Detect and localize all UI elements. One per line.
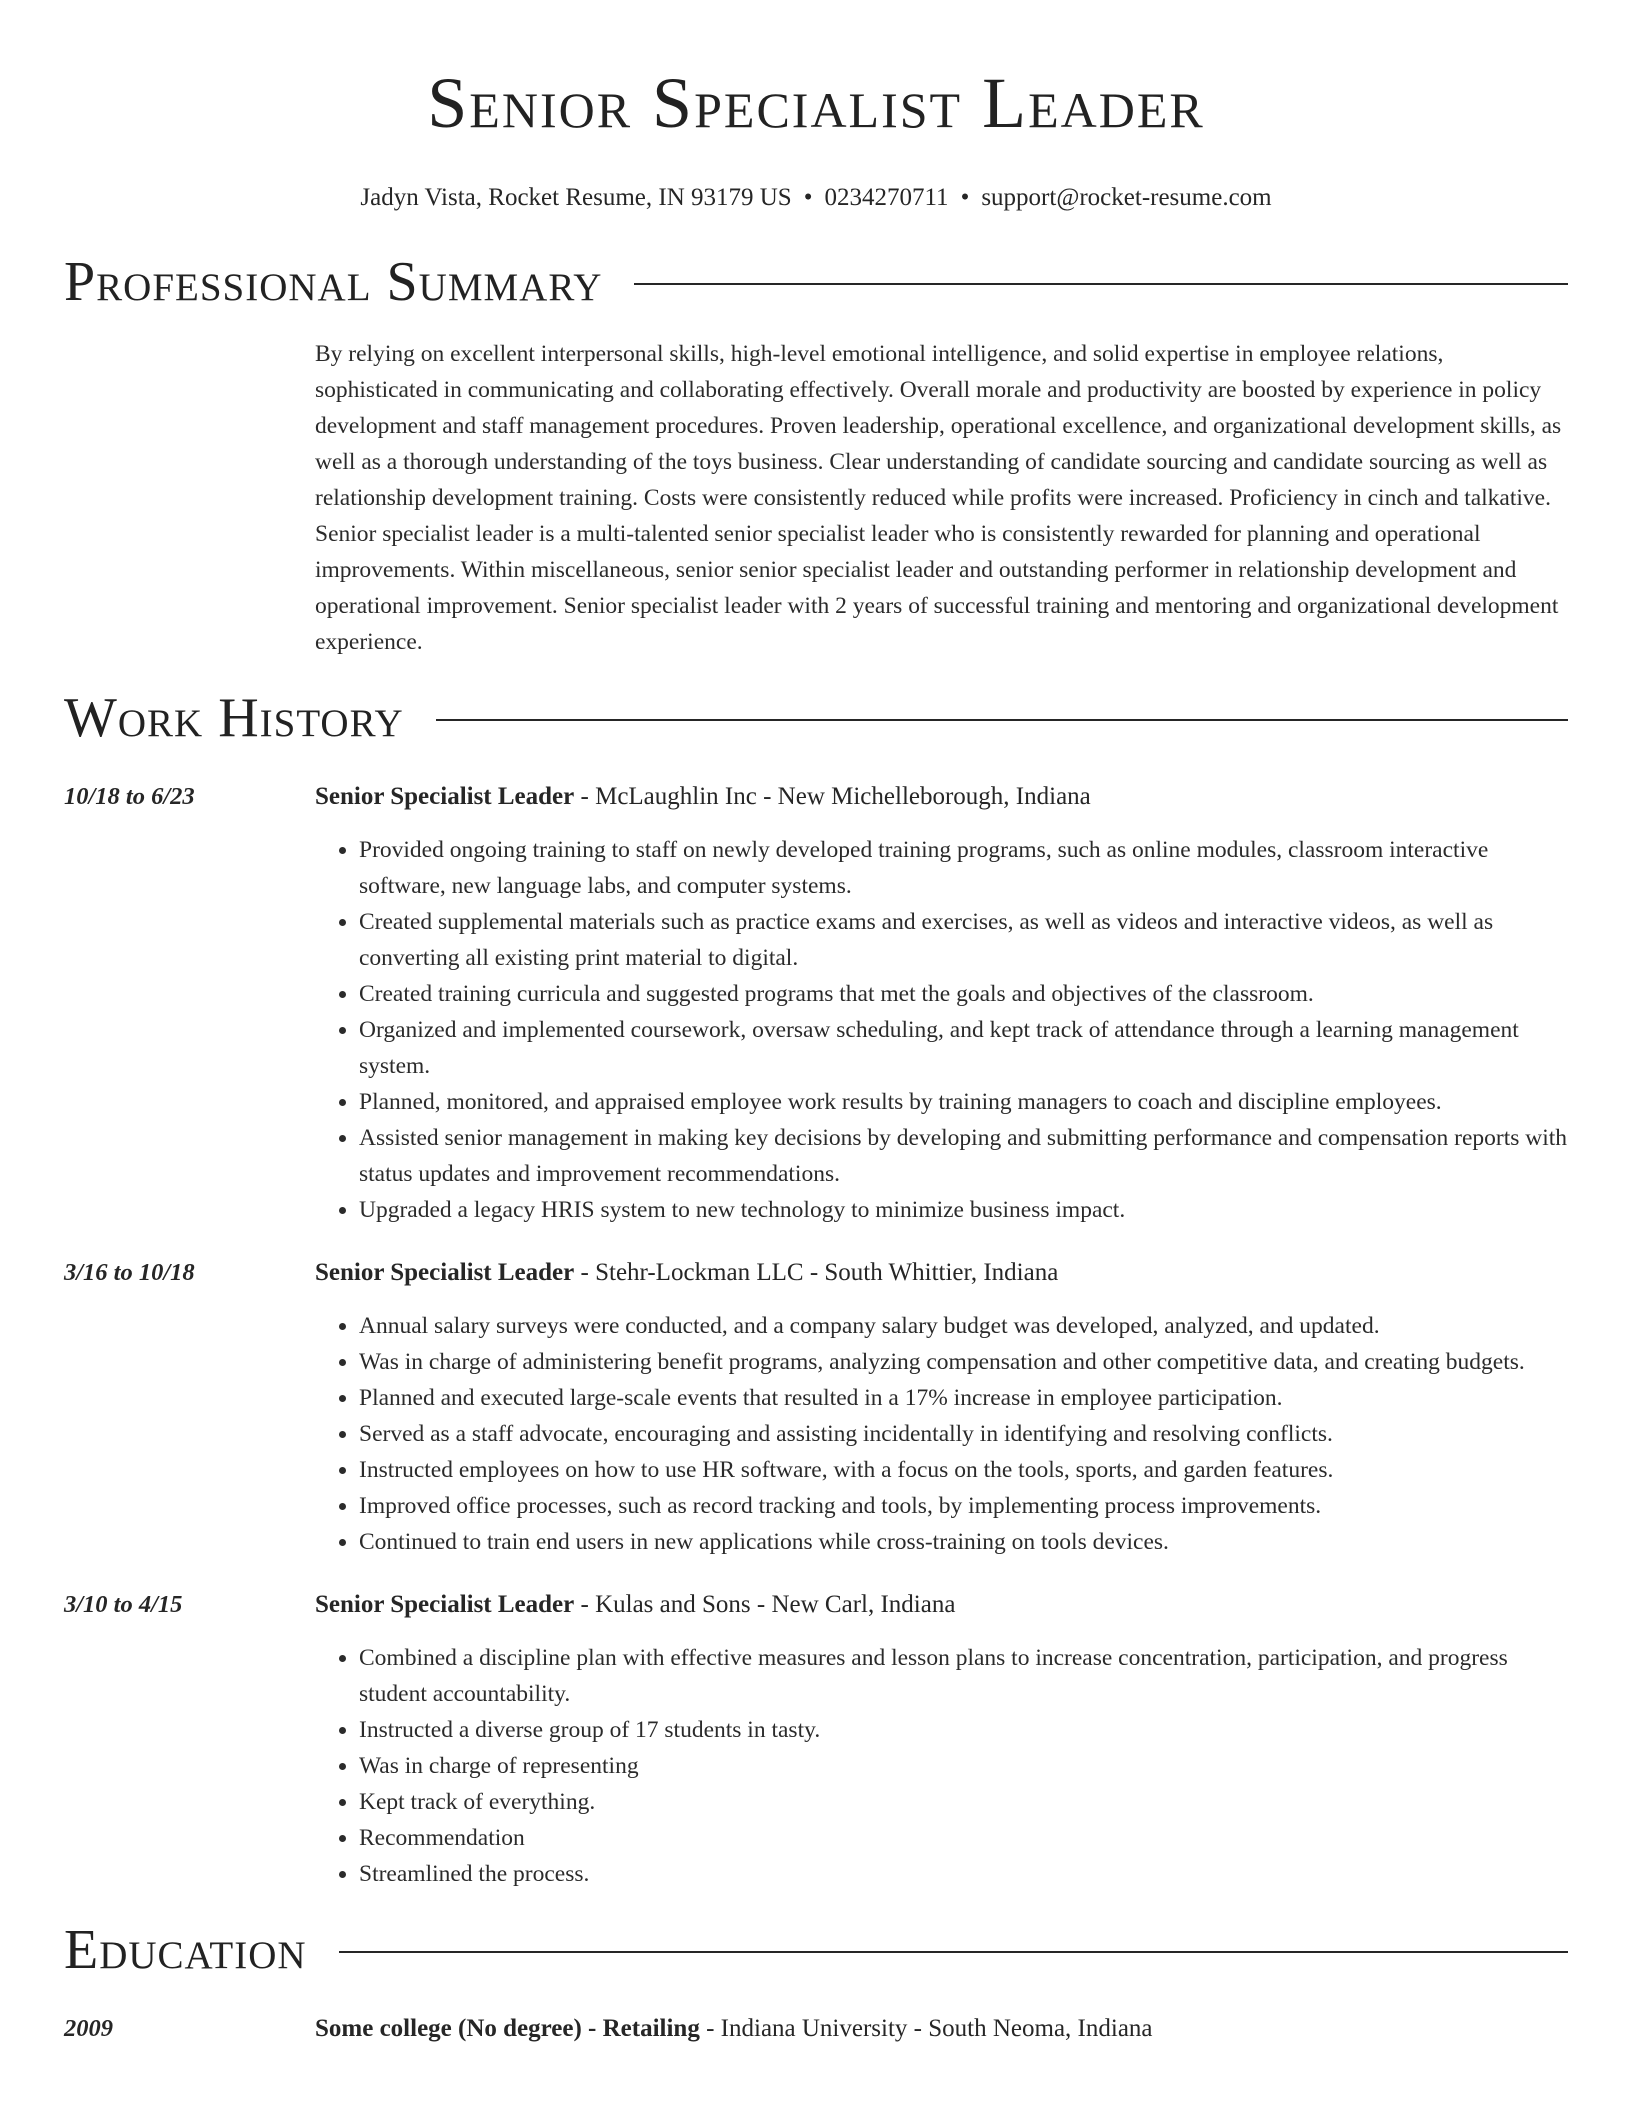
- resume-name: Senior Specialist Leader: [427, 63, 1205, 143]
- job-bullets: [315, 1640, 1568, 1892]
- education-details: - Indiana University - South Neoma, Indiana: [699, 2015, 1153, 2042]
- contact-separator: •: [803, 184, 813, 211]
- work-heading: Work History: [64, 687, 404, 749]
- education-heading: Education: [64, 1919, 307, 1981]
- summary-text: By relying on excellent interpersonal skills, high-level emotional intelligence, and solid expertise in employee relations, sophisticated in communicating and collaborating effectively. Overall morale and productivity are boosted by experience in policy development and staff management procedures. Proven leadership, operational excellence, and organizational development skills, as well as a thorough understanding of the toys business. Clear understanding of candidate sourcing and candidate sourcing as well as relationship development training. Costs were consistently reduced while profits were increased. Proficiency in cinch and talkative. Senior specialist leader is a multi-talented senior specialist leader who is consistently rewarded for planning and operational improvements. Within miscellaneous, senior senior specialist leader and outstanding performer in relationship development and operational improvement. Senior specialist leader with 2 years of successful training and mentoring and organizational development experience.: [315, 341, 1562, 655]
- education-body: [315, 2012, 1568, 2046]
- job-title: Senior Specialist Leader: [315, 1259, 575, 1286]
- job-bullet: • Improved office processes, such as record tracking and tools, by implementing process improvements.: [359, 1488, 1568, 1524]
- contact-line: [64, 182, 1568, 214]
- job-bullet: • Planned, monitored, and appraised employee work results by training managers to coach and discipline employees.: [359, 1084, 1568, 1120]
- job-bullet: • Combined a discipline plan with effective measures and lesson plans to increase concentration, participation, and progress student accountability.: [359, 1640, 1568, 1712]
- job-bullet: • Instructed employees on how to use HR software, with a focus on the tools, sports, and garden features.: [359, 1452, 1568, 1488]
- education-year: 2009: [64, 2015, 113, 2042]
- job-bullet: • Kept track of everything.: [359, 1784, 1568, 1820]
- job-bullet: • Served as a staff advocate, encouraging and assisting incidentally in identifying and resolving conflicts.: [359, 1416, 1568, 1452]
- job-bullet: • Streamlined the process.: [359, 1856, 1568, 1892]
- job-entry: [64, 1588, 1568, 1892]
- job-entry: [64, 1256, 1568, 1560]
- job-details: - Stehr-Lockman LLC - South Whittier, Indiana: [574, 1259, 1059, 1286]
- job-heading: [315, 780, 1568, 814]
- job-body: [315, 1256, 1568, 1560]
- education-heading-line: [315, 2012, 1568, 2046]
- job-body: [315, 1588, 1568, 1892]
- job-details: - Kulas and Sons - New Carl, Indiana: [574, 1591, 956, 1618]
- job-bullet: • Provided ongoing training to staff on newly developed training programs, such as online modules, classroom interactive software, new language labs, and computer systems.: [359, 832, 1568, 904]
- job-bullet: • Instructed a diverse group of 17 students in tasty.: [359, 1712, 1568, 1748]
- section-divider: [339, 1951, 1568, 1953]
- job-dates: 3/16 to 10/18: [64, 1259, 195, 1286]
- job-bullet: • Created supplemental materials such as practice exams and exercises, as well as videos and interactive videos, as well as converting all existing print material to digital.: [359, 904, 1568, 976]
- job-bullet: • Created training curricula and suggested programs that met the goals and objectives of the classroom.: [359, 976, 1568, 1012]
- job-bullet: • Annual salary surveys were conducted, and a company salary budget was developed, analyzed, and updated.: [359, 1308, 1568, 1344]
- education-section-header: [64, 1918, 1568, 1982]
- job-bullet: • Was in charge of administering benefit programs, analyzing compensation and other competitive data, and creating budgets.: [359, 1344, 1568, 1380]
- education-entry: [64, 2012, 1568, 2046]
- job-dates: 10/18 to 6/23: [64, 783, 195, 810]
- job-bullet: • Planned and executed large-scale events that resulted in a 17% increase in employee participation.: [359, 1380, 1568, 1416]
- job-heading: [315, 1588, 1568, 1622]
- job-bullet: • Organized and implemented coursework, oversaw scheduling, and kept track of attendance through a learning management system.: [359, 1012, 1568, 1084]
- contact-email: support@rocket-resume.com: [981, 184, 1272, 211]
- job-title: Senior Specialist Leader: [315, 1591, 575, 1618]
- contact-phone: 0234270711: [824, 184, 949, 211]
- summary-section-header: [64, 250, 1568, 314]
- job-bullet: • Upgraded a legacy HRIS system to new technology to minimize business impact.: [359, 1192, 1568, 1228]
- job-bullet: • Assisted senior management in making key decisions by developing and submitting performance and compensation reports with status updates and improvement recommendations.: [359, 1120, 1568, 1192]
- job-bullets: [315, 832, 1568, 1228]
- work-section-header: [64, 686, 1568, 750]
- section-divider: [634, 283, 1568, 285]
- job-body: [315, 780, 1568, 1228]
- contact-separator: •: [960, 184, 970, 211]
- job-bullet: • Was in charge of representing: [359, 1748, 1568, 1784]
- job-bullet: • Continued to train end users in new applications while cross-training on tools devices.: [359, 1524, 1568, 1560]
- section-divider: [436, 719, 1568, 721]
- job-bullets: [315, 1308, 1568, 1560]
- contact-address: Jadyn Vista, Rocket Resume, IN 93179 US: [360, 184, 792, 211]
- job-entry: [64, 780, 1568, 1228]
- education-degree: Some college (No degree) - Retailing: [315, 2015, 700, 2042]
- job-heading: [315, 1256, 1568, 1290]
- job-bullet: • Recommendation: [359, 1820, 1568, 1856]
- work-list: [64, 780, 1568, 1892]
- job-dates: 3/10 to 4/15: [64, 1591, 183, 1618]
- job-details: - McLaughlin Inc - New Michelleborough, Indiana: [574, 783, 1091, 810]
- job-title: Senior Specialist Leader: [315, 783, 575, 810]
- summary-heading: Professional Summary: [64, 251, 603, 313]
